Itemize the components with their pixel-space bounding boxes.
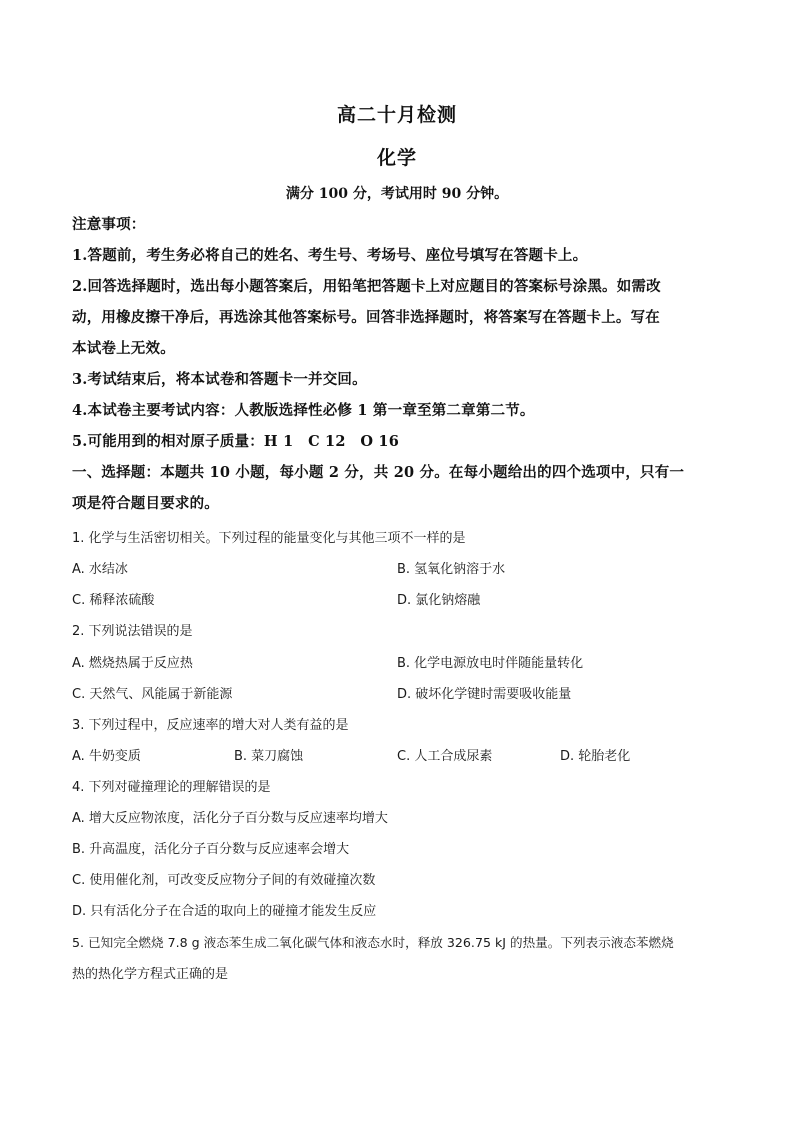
option-b: B. 升高温度，活化分子百分数与反应速率会增大 (72, 842, 350, 857)
question-stem: 1. 化学与生活密切相关。下列过程的能量变化与其他三项不一样的是 (72, 531, 466, 546)
option-c: C. 天然气、风能属于新能源 (72, 687, 233, 702)
option-d: D. 破坏化学键时需要吸收能量 (397, 687, 572, 702)
question-stem: 5. 已知完全燃烧 7.8 g 液态苯生成二氧化碳气体和液态水时，释放 326.75 kJ 的热量。下列表示液态苯燃烧 (72, 935, 674, 950)
option-c: C. 使用催化剂，可改变反应物分子间的有效碰撞次数 (72, 873, 376, 888)
question-stem-cont: 热的热化学方程式正确的是 (72, 967, 229, 982)
option-d: D. 只有活化分子在合适的取向上的碰撞才能发生反应 (72, 904, 377, 919)
question-stem: 2. 下列说法错误的是 (72, 624, 193, 639)
option-b: B. 氢氧化钠溶于水 (397, 562, 506, 577)
question-stem: 3. 下列过程中，反应速率的增大对人类有益的是 (72, 718, 349, 733)
note-item: 5.可能用到的相对原子质量：H 1 C 12 O 16 (72, 433, 399, 450)
note-item: 本试卷上无效。 (72, 340, 175, 357)
option-a: A. 水结冰 (72, 562, 128, 577)
option-c: C. 稀释浓硫酸 (72, 593, 155, 608)
question-stem: 4. 下列对碰撞理论的理解错误的是 (72, 780, 271, 795)
option-a: A. 增大反应物浓度，活化分子百分数与反应速率均增大 (72, 811, 388, 826)
option-c: C. 人工合成尿素 (397, 749, 493, 764)
subject-title: 化学 (376, 147, 417, 169)
option-b: B. 化学电源放电时伴随能量转化 (397, 656, 584, 671)
note-item: 1.答题前，考生务必将自己的姓名、考生号、考场号、座位号填写在答题卡上。 (72, 247, 588, 264)
option-a: A. 牛奶变质 (72, 749, 141, 764)
option-a: A. 燃烧热属于反应热 (72, 656, 193, 671)
section-heading: 一、选择题：本题共 10 小题，每小题 2 分，共 20 分。在每小题给出的四个选项中，只有一 (72, 464, 685, 481)
note-item: 动，用橡皮擦干净后，再选涂其他答案标号。回答非选择题时，将答案写在答题卡上。写在 (72, 309, 660, 326)
notes-heading: 注意事项： (72, 216, 146, 233)
note-item: 4.本试卷主要考试内容：人教版选择性必修 1 第一章至第二章第二节。 (72, 402, 535, 419)
section-heading-cont: 项是符合题目要求的。 (72, 495, 219, 512)
exam-info: 满分 100 分，考试用时 90 分钟。 (285, 186, 509, 202)
note-item: 2.回答选择题时，选出每小题答案后，用铅笔把答题卡上对应题目的答案标号涂黑。如需改 (72, 278, 661, 295)
exam-title: 高二十月检测 (336, 104, 457, 126)
option-b: B. 菜刀腐蚀 (234, 749, 304, 764)
note-item: 3.考试结束后，将本试卷和答题卡一并交回。 (72, 371, 367, 388)
option-d: D. 轮胎老化 (560, 749, 631, 764)
option-d: D. 氯化钠熔融 (397, 593, 481, 608)
